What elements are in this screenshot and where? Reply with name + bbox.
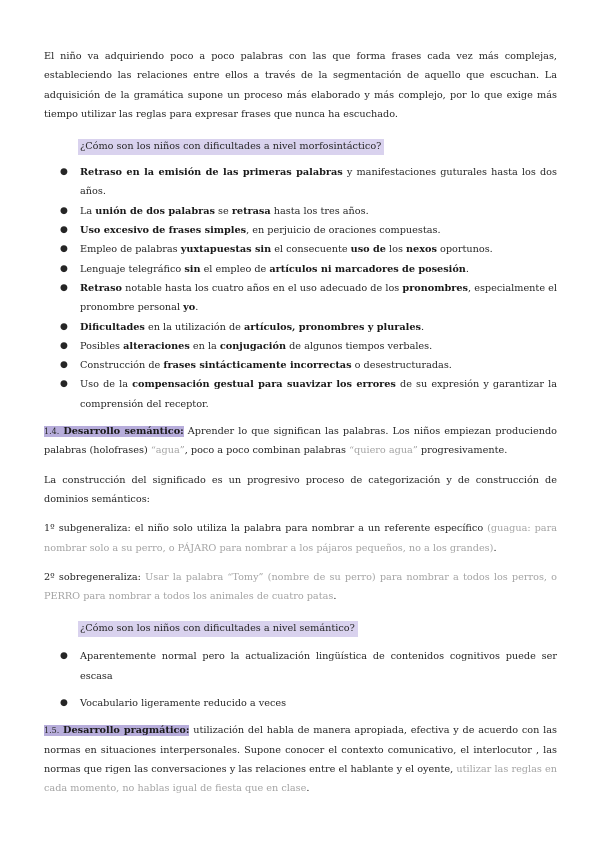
bullet-icon: ● [60, 340, 68, 351]
list-item: ● Vocabulario ligeramente reducido a veces [44, 694, 557, 713]
intro-paragraph: El niño va adquiriendo poco a poco palabras con las que forma frases cada vez más complejas, estableciendo las relaciones entre ellos a través de la segmentación de aquello que escuchan. La adquisición de la gramática supone un proceso más elaborado y más complejo, por lo que exige más tiempo utilizar las reglas para expresar frases que nunca ha escuchado. [44, 51, 557, 120]
section-heading-pragmatic: 1.5. Desarrollo pragmático: [44, 725, 190, 737]
list-item: ● Construcción de frases sintácticamente incorrectas o desestructuradas. [44, 356, 557, 375]
list-item: ● Uso de la compensación gestual para suavizar los errores de su expresión y garantizar la comprensión del receptor. [44, 375, 557, 414]
bullet-icon: ● [60, 263, 68, 274]
list-item: ● Retraso notable hasta los cuatro años en el uso adecuado de los pronombres, especialmente el pronombre personal yo. [44, 279, 557, 318]
bullet-icon: ● [60, 698, 68, 709]
list-item: ● Empleo de palabras yuxtapuestas sin el consecuente uso de los nexos oportunos. [44, 240, 557, 259]
list-item: ● Dificultades en la utilización de artículos, pronombres y plurales. [44, 318, 557, 337]
question-morpho-wrap [44, 134, 557, 155]
document-page [44, 47, 557, 799]
pragmatic-paragraph: 1.5. Desarrollo pragmático: utilización del habla de manera apropiada, efectiva y de acuerdo con las normas en situaciones interpersonales. Supone conocer el contexto comunicativo, el interlocutor , las normas que rigen las conversaciones y las relaciones entre el hablante y el oyente, utilizar las reglas en cada momento, no hablas igual de fiesta que en clase. [44, 725, 557, 795]
list-item: ● La unión de dos palabras se retrasa hasta los tres años. [44, 202, 557, 221]
morpho-list [44, 163, 557, 414]
bullet-icon: ● [60, 205, 68, 216]
bullet-icon: ● [60, 167, 68, 178]
construction-paragraph: La construcción del significado es un progresivo proceso de categorización y de construcción de dominios semánticos: [44, 474, 557, 505]
section-heading-semantic: 1.4. Desarrollo semántico: [44, 426, 184, 438]
sobregeneraliza-paragraph: 2º sobregeneraliza: Usar la palabra “Tomy” (nombre de su perro) para nombrar a todos los perros, o PERRO para nombrar a todos los animales de cuatro patas. [44, 571, 557, 603]
list-item: ● Retraso en la emisión de las primeras palabras y manifestaciones guturales hasta los dos años. [44, 163, 557, 202]
list-item: ● Lenguaje telegráfico sin el empleo de artículos ni marcadores de posesión. [44, 260, 557, 279]
question-morphosyntactic: ¿Cómo son los niños con dificultades a nivel morfosintáctico? [78, 139, 384, 155]
bullet-icon: ● [60, 244, 68, 255]
bullet-icon: ● [60, 282, 68, 293]
bullet-icon: ● [60, 321, 68, 332]
subgeneraliza-paragraph: 1º subgeneraliza: el niño solo utiliza la palabra para nombrar a un referente específico (guagua: para nombrar solo a su perro, o PÁJARO para nombrar a los pájaros pequeños, no a los grandes). [44, 523, 557, 554]
list-item: ● Uso excesivo de frases simples, en perjuicio de oraciones compuestas. [44, 221, 557, 240]
semantic-paragraph: 1.4. Desarrollo semántico: Aprender lo que significan las palabras. Los niños empiezan produciendo palabras (holofrases) “agua”, poco a poco combinan palabras “quiero agua” progresivamente. [44, 426, 557, 457]
bullet-icon: ● [60, 651, 68, 662]
question-semantic: ¿Cómo son los niños con dificultades a nivel semántico? [78, 621, 358, 637]
bullet-icon: ● [60, 379, 68, 390]
list-item: ● Posibles alteraciones en la conjugación de algunos tiempos verbales. [44, 337, 557, 356]
list-item: ● Aparentemente normal pero la actualización lingüística de contenidos cognitivos puede ser escasa [44, 647, 557, 686]
bullet-icon: ● [60, 225, 68, 236]
question-semantic-wrap [44, 616, 557, 637]
bullet-icon: ● [60, 360, 68, 371]
semantic-list [44, 647, 557, 713]
